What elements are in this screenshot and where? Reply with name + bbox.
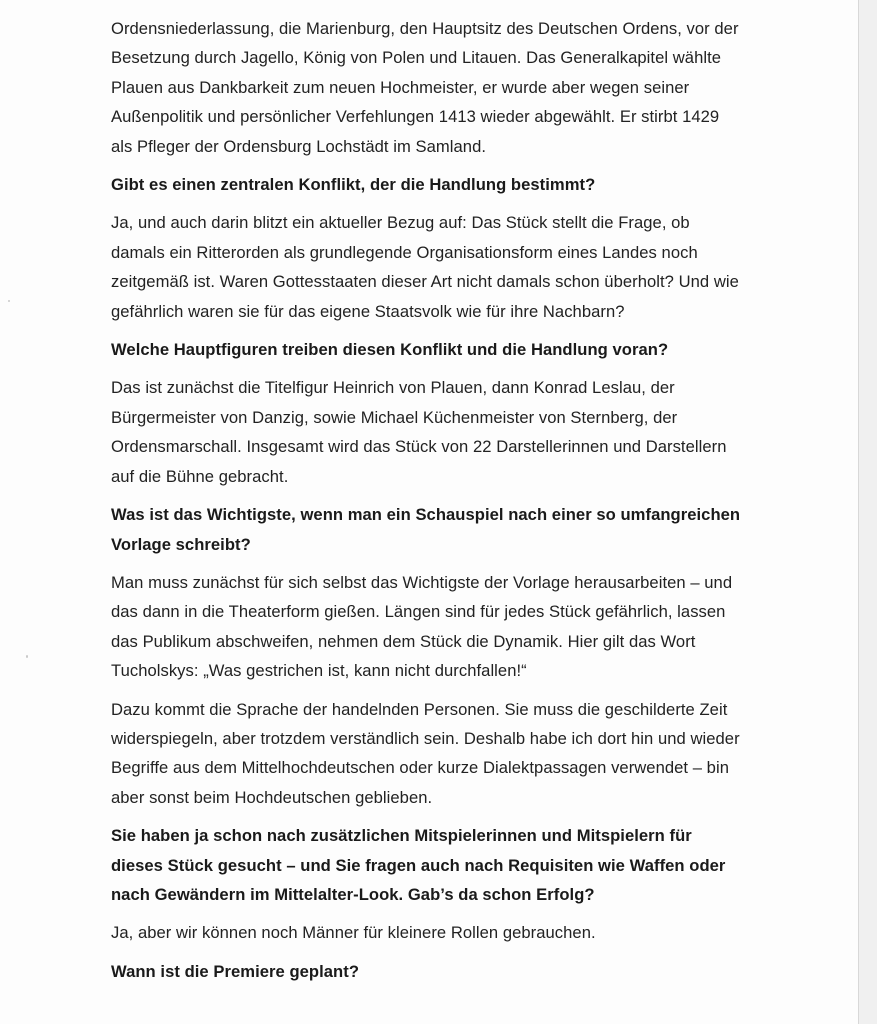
text-line: Gibt es einen zentralen Konflikt, der die Handlung bestimmt? (111, 175, 596, 195)
text-line: Ordensmarschall. Insgesamt wird das Stück von 22 Darstellerinnen und Darstellern (111, 437, 727, 457)
answer-paragraph (111, 695, 781, 813)
text-line: Tucholskys: „Was gestrichen ist, kann nicht durchfallen!“ (111, 661, 527, 681)
answer-paragraph (111, 568, 781, 686)
answer-paragraph (111, 208, 781, 326)
text-line: Begriffe aus dem Mittelhochdeutschen oder kurze Dialektpassagen verwendet – bin (111, 758, 729, 778)
text-line: das Publikum abschweifen, nehmen dem Stück die Dynamik. Hier gilt das Wort (111, 631, 696, 651)
answer-paragraph (111, 373, 781, 491)
scan-speck (26, 655, 28, 658)
text-line: gefährlich waren sie für das eigene Staatsvolk wie für ihre Nachbarn? (111, 301, 625, 321)
interview-text (111, 14, 781, 986)
question-heading (111, 957, 781, 986)
text-line: Dazu kommt die Sprache der handelnden Personen. Sie muss die geschilderte Zeit (111, 699, 728, 719)
question-heading (111, 170, 781, 199)
text-line: das dann in die Theaterform gießen. Längen sind für jedes Stück gefährlich, lassen (111, 602, 726, 622)
text-line: dieses Stück gesucht – und Sie fragen auch nach Requisiten wie Waffen oder (111, 855, 726, 875)
text-line: widerspiegeln, aber trotzdem verständlich sein. Deshalb habe ich dort hin und wieder (111, 728, 740, 748)
text-line: aber sonst beim Hochdeutschen geblieben. (111, 787, 433, 807)
text-line: Plauen aus Dankbarkeit zum neuen Hochmeister, er wurde aber wegen seiner (111, 77, 690, 97)
question-heading (111, 335, 781, 364)
text-line: damals ein Ritterorden als grundlegende Organisationsform eines Landes noch (111, 242, 698, 262)
text-line: zeitgemäß ist. Waren Gottesstaaten dieser Art nicht damals schon überholt? Und wie (111, 272, 739, 292)
text-line: Was ist das Wichtigste, wenn man ein Schauspiel nach einer so umfangreichen (111, 505, 741, 525)
text-line: Außenpolitik und persönlicher Verfehlungen 1413 wieder abgewählt. Er stirbt 1429 (111, 107, 720, 127)
text-line: Besetzung durch Jagello, König von Polen und Litauen. Das Generalkapitel wählte (111, 48, 722, 68)
scan-speck (8, 300, 10, 302)
text-line: Ordensniederlassung, die Marienburg, den Hauptsitz des Deutschen Ordens, vor der (111, 19, 739, 38)
text-line: als Pfleger der Ordensburg Lochstädt im Samland. (111, 136, 487, 156)
answer-paragraph (111, 14, 781, 161)
text-line: Ja, aber wir können noch Männer für kleinere Rollen gebrauchen. (111, 923, 596, 943)
text-line: Bürgermeister von Danzig, sowie Michael Küchenmeister von Sternberg, der (111, 407, 678, 427)
question-heading (111, 821, 781, 909)
text-line: Ja, und auch darin blitzt ein aktueller Bezug auf: Das Stück stellt die Frage, ob (111, 213, 690, 233)
text-line: Das ist zunächst die Titelfigur Heinrich von Plauen, dann Konrad Leslau, der (111, 378, 675, 398)
text-line: Wann ist die Premiere geplant? (111, 961, 359, 981)
scan-page-edge (858, 0, 877, 1024)
text-line: Welche Hauptfiguren treiben diesen Konflikt und die Handlung voran? (111, 340, 669, 360)
text-line: nach Gewändern im Mittelalter-Look. Gab’s da schon Erfolg? (111, 884, 595, 904)
question-heading (111, 500, 781, 559)
text-line: Vorlage schreibt? (111, 534, 251, 554)
text-line: Man muss zunächst für sich selbst das Wichtigste der Vorlage herausarbeiten – und (111, 572, 733, 592)
answer-paragraph (111, 918, 781, 947)
text-line: Sie haben ja schon nach zusätzlichen Mitspielerinnen und Mitspielern für (111, 826, 692, 846)
text-line: auf die Bühne gebracht. (111, 466, 289, 486)
